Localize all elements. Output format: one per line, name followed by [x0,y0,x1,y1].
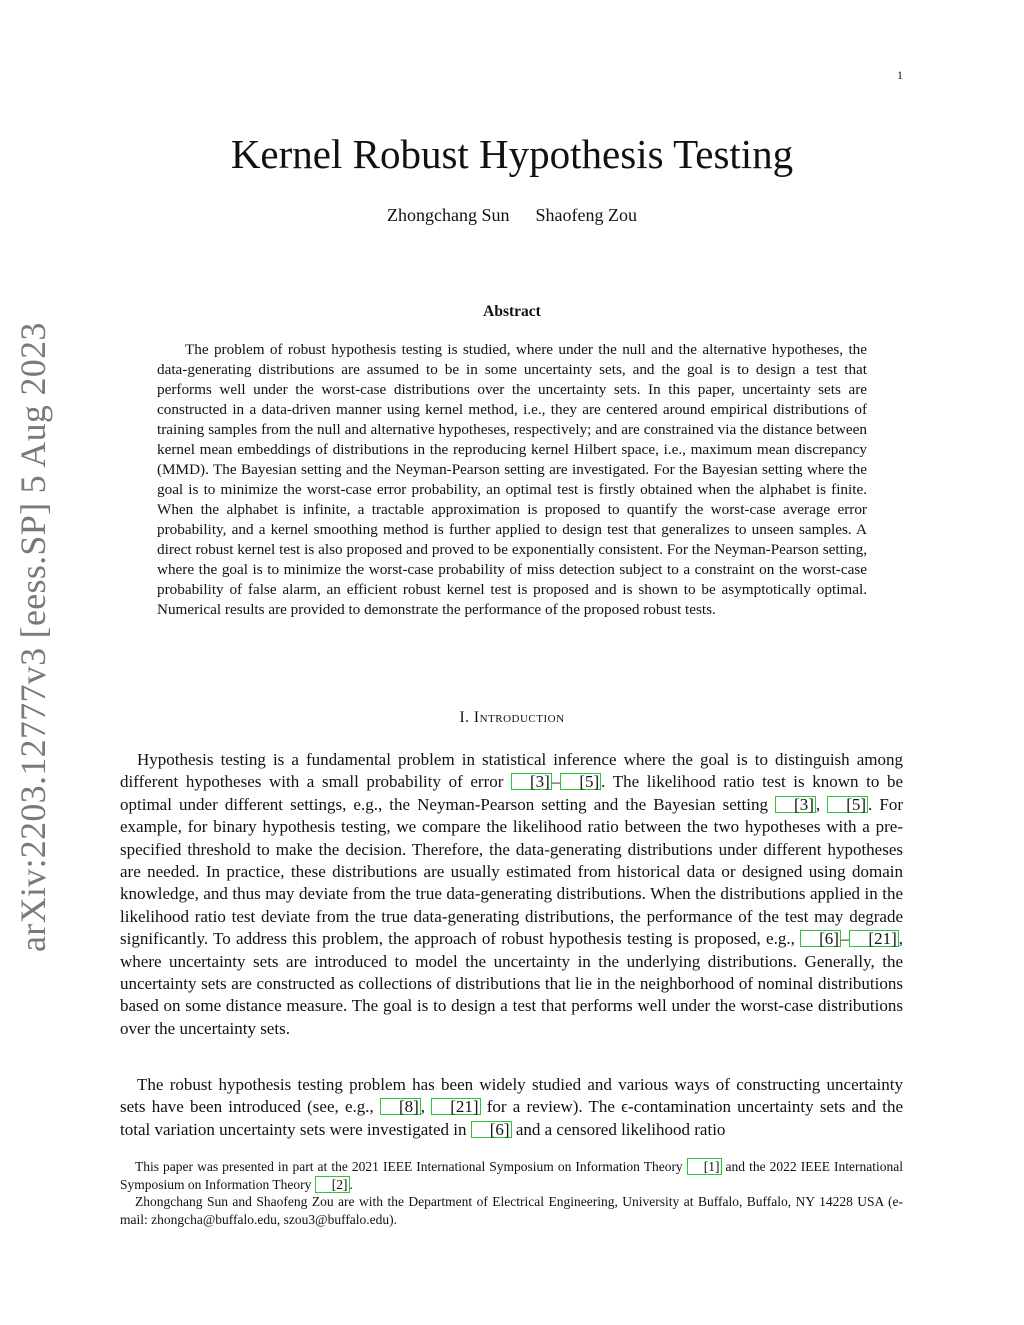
text-run: Hypothesis testing is a fundamental problem in statistical inference where the goal is to distinguish among different hypotheses with a small probability of error [120,750,903,792]
citation-link[interactable]: [3] [775,796,816,813]
intro-paragraph [120,749,903,1040]
text-run: . [349,1176,353,1192]
citation-link[interactable]: [5] [827,796,868,813]
arxiv-identifier: arXiv:2203.12777v3 [eess.SP] 5 Aug 2023 [13,322,53,952]
abstract-heading: Abstract [483,303,541,320]
citation-link[interactable]: [21] [849,930,898,947]
section-heading [0,709,1024,727]
intro-paragraph [120,1074,903,1141]
citation-link[interactable]: [6] [800,930,841,947]
citation-link[interactable]: [5] [560,773,601,790]
text-run: for a review). The ϵ-contamination uncertainty sets and the total variation uncertainty sets were investigated in [120,1097,903,1139]
citation-link[interactable]: [6] [471,1121,512,1138]
text-run: and a censored likelihood ratio [511,1119,726,1139]
footnote-presentation [120,1158,903,1193]
text-run: . The likelihood ratio test is known to be optimal under different settings, e.g., the Neyman-Pearson setting and the Bayesian setting [120,772,903,814]
text-run: – [551,772,561,792]
footnotes [120,1158,903,1228]
paper-title: Kernel Robust Hypothesis Testing [230,131,794,177]
text-run: , [420,1097,432,1117]
citation-link[interactable]: [21] [431,1098,480,1115]
abstract-body: The problem of robust hypothesis testing is studied, where under the null and the alternative hypotheses, the data-generating distributions are assumed to be in some uncertainty sets, and the goal is to design a test that performs well under the worst-case distributions over the uncertainty sets. In this paper, uncertainty sets are constructed in a data-driven manner using kernel method, i.e., they are centered around empirical distributions of training samples from the null and alternative hypotheses, respectively; and are constrained via the distance between kernel mean embeddings of distributions in the reproducing kernel Hilbert space, i.e., maximum mean discrepancy (MMD). The Bayesian setting and the Neyman-Pearson setting are investigated. For the Bayesian setting where the goal is to minimize the worst-case error probability, an optimal test is firstly obtained when the alphabet is finite. When the alphabet is infinite, a tractable approximation is proposed to quantify the worst-case average error probability, and a kernel smoothing method is further applied to design test that generalizes to unseen samples. A direct robust kernel test is also proposed and proved to be exponentially consistent. For the Neyman-Pearson setting, where the goal is to minimize the worst-case probability of miss detection subject to a constraint on the worst-case probability of false alarm, an efficient robust kernel test is proposed and is shown to be asymptotically optimal. Numerical results are provided to demonstrate the performance of the proposed robust tests. [157,341,867,618]
text-run: This paper was presented in part at the 2021 IEEE International Symposium on Information Theory [135,1159,687,1174]
author-list [0,205,1024,226]
citation-link[interactable]: [1] [687,1158,722,1175]
text-run: and the 2022 IEEE International Symposium on Information Theory [120,1159,903,1192]
text-run: The robust hypothesis testing problem has been widely studied and various ways of constructing uncertainty sets have been introduced (see, e.g., [120,1075,903,1117]
page-number: 1 [897,68,903,82]
text-run: . For example, for binary hypothesis testing, we compare the likelihood ratio between the two hypotheses with a pre-specified threshold to make the decision. Therefore, the data-generating distributions under different hypotheses are needed. In practice, these distributions are usually estimated from historical data or designed using domain knowledge, and thus may deviate from the true data-generating distributions. When the distributions applied in the likelihood ratio test deviate from the true data-generating distributions, the performance of the test may degrade significantly. To address this problem, the approach of robust hypothesis testing is proposed, e.g., [120,794,904,949]
text-run: , where uncertainty sets are introduced to model the uncertainty in the underlying distributions. Generally, the uncertainty sets are constructed as collections of distributions that lie in the neighborhood of nominal distributions based on some distance measure. The goal is to design a test that performs well under the worst-case distributions over the uncertainty sets. [120,929,903,1038]
footnote-affiliation: Zhongchang Sun and Shaofeng Zou are with the Department of Electrical Engineering, University at Buffalo, Buffalo, NY 14228 USA (e-mail: zhongcha@buffalo.edu, szou3@buffalo.edu). [120,1194,903,1227]
citation-link[interactable]: [3] [511,773,552,790]
section-number: I. [459,709,470,726]
citation-link[interactable]: [8] [380,1098,421,1115]
text-run: , [815,794,828,814]
author-name: Zhongchang Sun [387,205,510,225]
text-run: – [840,929,850,949]
section-title: Introduction [473,709,565,726]
citation-link[interactable]: [2] [315,1176,350,1193]
author-name: Shaofeng Zou [535,205,637,225]
